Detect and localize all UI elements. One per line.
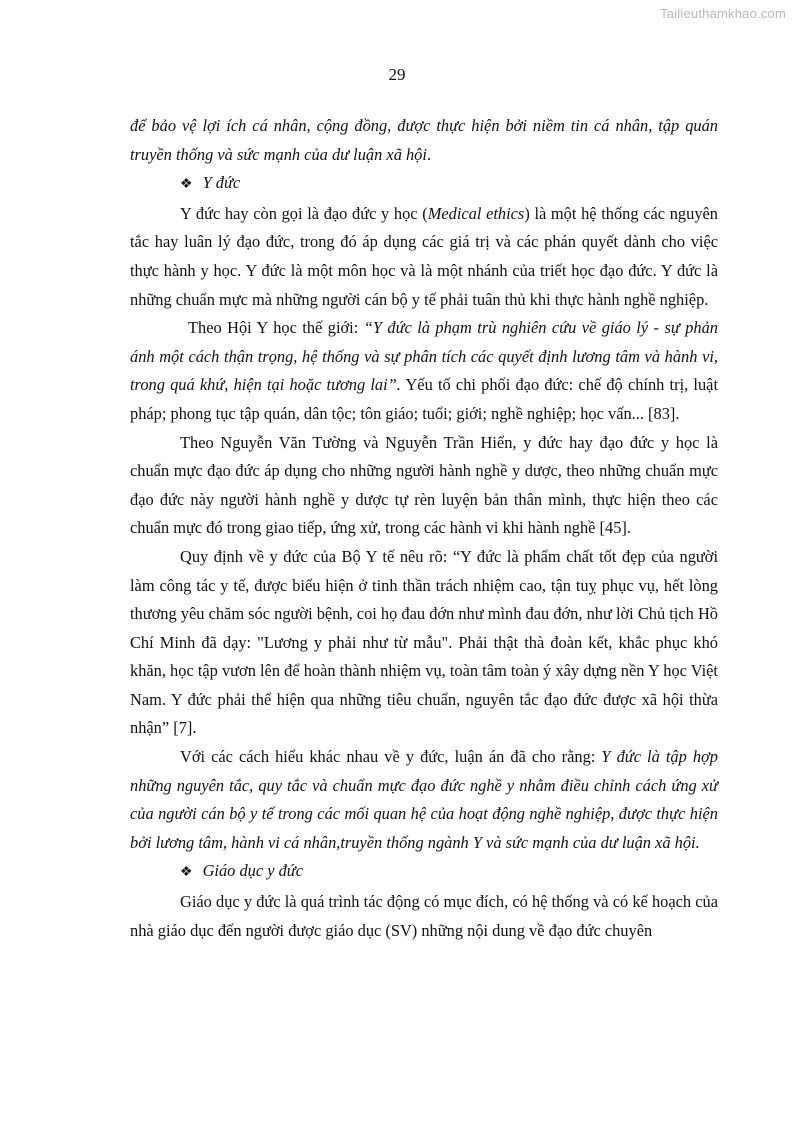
paragraph-text: Theo Hội Y học thế giới: — [188, 318, 364, 338]
section-heading-y-duc — [130, 169, 718, 200]
page-number: 29 — [388, 65, 406, 84]
diamond-bullet-icon: ❖ — [180, 177, 193, 193]
paragraph-italic-definition: Y đức là tập hợp những nguyên tắc, quy tắc và chuẩn mực đạo đức nghề y nhằm điều chỉnh cách ứng xử của người cán bộ y tế trong các mối quan hệ của hoạt động nghề nghiệp, được thực hiện bởi lương tâm, hành vi cá nhân,truyền thống ngành Y và sức mạnh của dư luận xã hội. — [130, 747, 718, 852]
paragraph-text: Y đức hay còn gọi là đạo đức y học ( — [180, 203, 428, 223]
paragraph-italic-quote: “Y đức là phạm trù nghiên cứu về giáo lý - sự phản ánh một cách thận trọng, hệ thống và sự phân tích các quyết định lương tâm và hành vi, trong quá khứ, hiện tại hoặc tương lai”. — [130, 318, 718, 395]
paragraph-bo-y-te: Quy định về y đức của Bộ Y tế nêu rõ: “Y đức là phẩm chất tốt đẹp của người làm công tác y tế, được biểu hiện ở tinh thần trách nhiệm cao, tận tuỵ phục vụ, hết lòng thương yêu chăm sóc người bệnh, coi họ đau đớn như mình đau đớn, như lời Chủ tịch Hồ Chí Minh đã dạy: "Lương y phải như từ mẫu". Phải thật thà đoàn kết, khắc phục khó khăn, học tập vươn lên để hoàn thành nhiệm vụ, toàn tâm toàn ý xây dựng nền Y học Việt Nam. Y đức phải thể hiện qua những tiêu chuẩn, nguyên tắc đạo đức được xã hội thừa nhận” [7]. — [130, 546, 718, 738]
section-heading-giao-duc-y-duc — [130, 857, 718, 888]
paragraph-nguyen-van-tuong: Theo Nguyễn Văn Tường và Nguyễn Trần Hiển, y đức hay đạo đức y học là chuẩn mực đạo đức áp dụng cho những người hành nghề y dược, theo những chuẩn mực đạo đức này người hành nghề y dược tự rèn luyện bản thân mình, thực hiện theo các chuẩn mực đó trong giao tiếp, ứng xử, trong các hành vi khi hành nghề [45]. — [130, 432, 718, 538]
intro-end: . — [426, 144, 432, 164]
paragraph-text: Với các cách hiểu khác nhau về y đức, luận án đã cho rằng: — [180, 747, 602, 767]
diamond-bullet-icon: ❖ — [180, 865, 193, 881]
paragraph-world-medical — [130, 314, 718, 428]
watermark: Tailieuthamkhao.com — [660, 6, 786, 21]
section-heading-text: Giáo dục y đức — [202, 861, 303, 881]
section-heading-text: Y đức — [202, 173, 241, 193]
paragraph-italic-term: Medical ethics — [427, 203, 525, 223]
document-body — [130, 112, 718, 945]
paragraph-giao-duc: Giáo dục y đức là quá trình tác động có mục đích, có hệ thống và có kế hoạch của nhà giáo dục đến người được giáo dục (SV) những nội dung về đạo đức chuyên — [130, 892, 718, 940]
paragraph-text: Yếu tố chi phối đạo đức: chế độ chính trị, luật pháp; phong tục tập quán, dân tộc; tôn giáo; tuổi; giới; nghề nghiệp; học vấn... [83]. — [130, 375, 718, 423]
intro-italic-text: để bảo vệ lợi ích cá nhân, cộng đồng, được thực hiện bởi niềm tin cá nhân, tập quán truyền thống và sức mạnh của dư luận xã hội — [130, 116, 718, 164]
intro-paragraph — [130, 112, 718, 169]
paragraph-text: ) là một hệ thống các nguyên tắc hay luân lý đạo đức, trong đó áp dụng các giá trị và các phán quyết dành cho việc thực hành y học. Y đức là một môn học và là một nhánh của triết học đạo đức. Y đức là những chuẩn mực mà những người cán bộ y tế phải tuân thủ khi thực hành nghề nghiệp. — [130, 203, 718, 309]
paragraph-definition — [130, 200, 718, 314]
paragraph-luan-an — [130, 743, 718, 857]
